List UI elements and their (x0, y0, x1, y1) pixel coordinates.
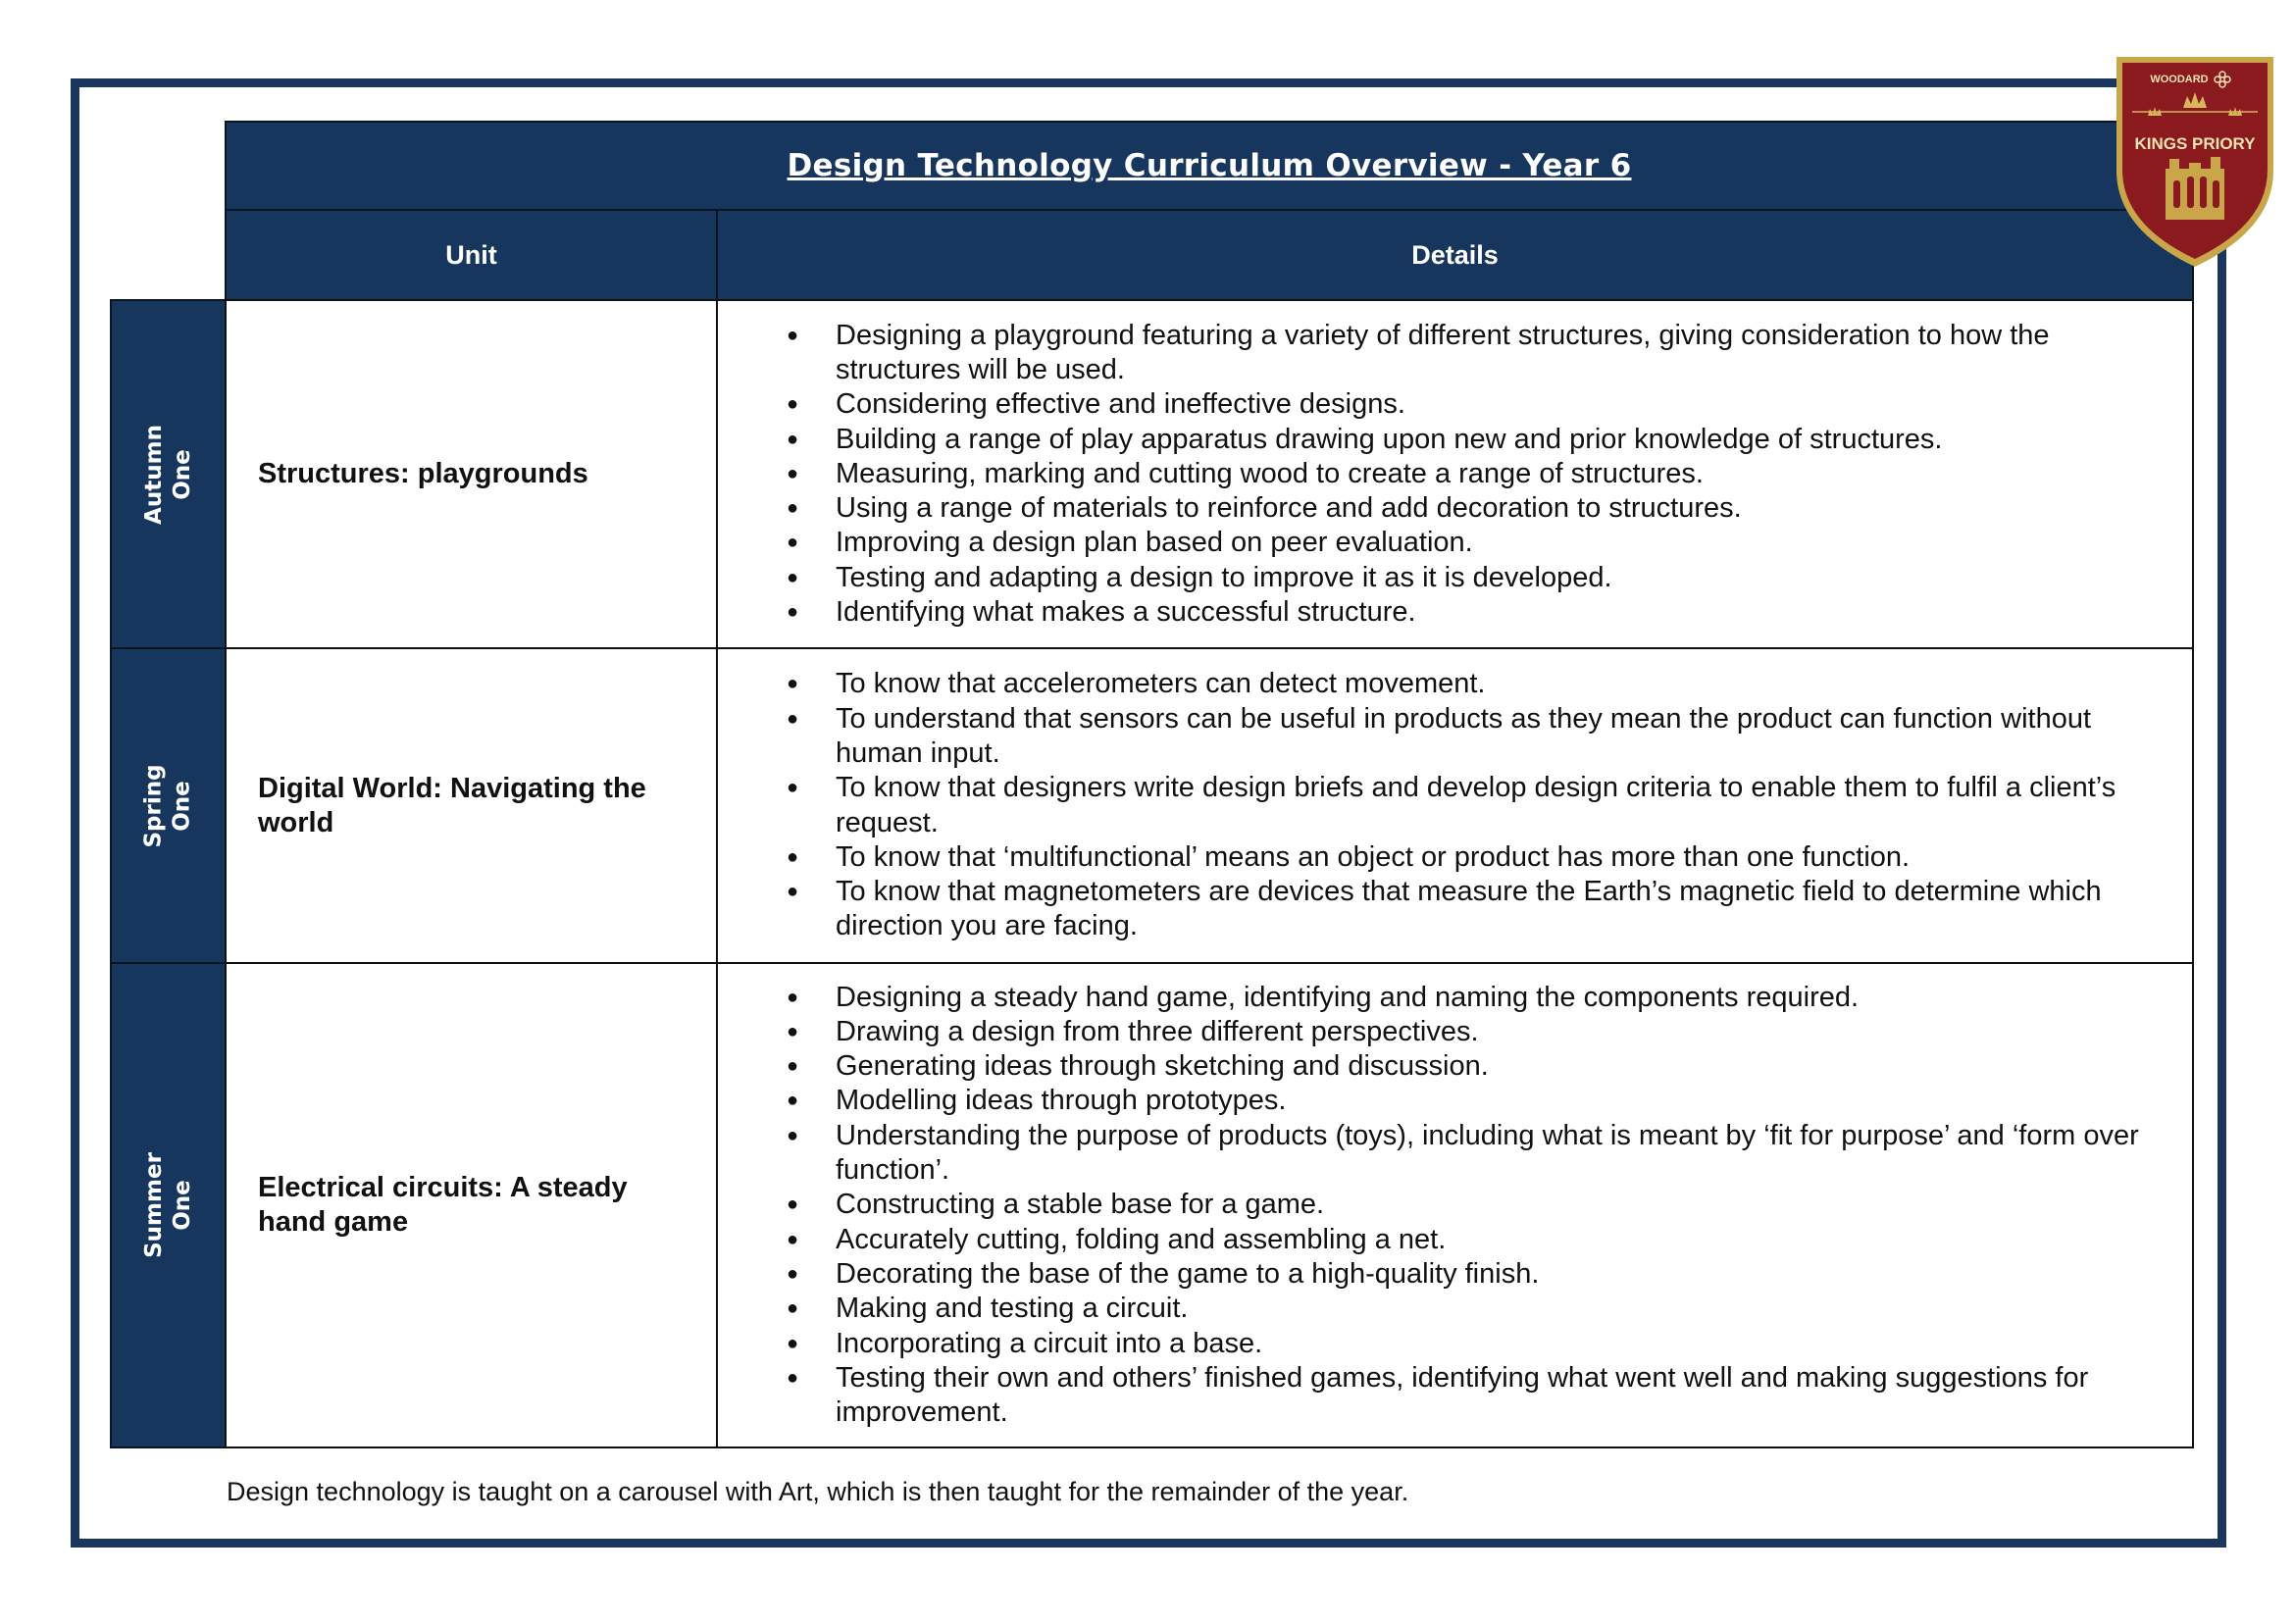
list-item: ● To know that designers write design briefs and develop design criteria to enable them to fulfil a client’s request. (787, 771, 2174, 840)
unit-name: Digital World: Navigating the world (258, 772, 646, 838)
term-cell-spring (110, 647, 227, 964)
term-cell-autumn (110, 299, 227, 649)
details-column-header: Details (716, 209, 2194, 301)
unit-cell-spring (225, 647, 718, 964)
school-crest-logo (2111, 53, 2279, 271)
unit-column-header: Unit (225, 209, 718, 301)
term-label (140, 764, 197, 847)
list-item: ● Understanding the purpose of products (toys), including what is meant by ‘fit for purpose’ and ‘form over function’. (787, 1119, 2174, 1189)
list-item: ● Incorporating a circuit into a base. (787, 1327, 2174, 1361)
list-item: ● Building a range of play apparatus drawing upon new and prior knowledge of structures. (787, 423, 2174, 457)
list-item: ● Drawing a design from three different perspectives. (787, 1015, 2174, 1049)
list-item: ● To know that magnetometers are devices that measure the Earth’s magnetic field to determine which direction you are facing. (787, 875, 2174, 944)
term-label (140, 1152, 197, 1258)
list-item: ● Using a range of materials to reinforce and add decoration to structures. (787, 491, 2174, 526)
details-cell-summer (716, 962, 2194, 1448)
term-label (139, 425, 196, 525)
footnote: Design technology is taught on a carousel with Art, which is then taught for the remainder of the year. (227, 1477, 1409, 1506)
list-item: ● Making and testing a circuit. (787, 1292, 2174, 1326)
unit-name: Structures: playgrounds (258, 458, 588, 489)
list-item: ● Improving a design plan based on peer evaluation. (787, 526, 2174, 560)
list-item: ● Accurately cutting, folding and assembling a net. (787, 1223, 2174, 1257)
list-item: ● Constructing a stable base for a game. (787, 1188, 2174, 1222)
list-item: ● To know that ‘multifunctional’ means an object or product has more than one function. (787, 840, 2174, 875)
term-label-line2: One (169, 448, 195, 500)
unit-cell-summer (225, 962, 718, 1448)
page-title: Design Technology Curriculum Overview - Year 6 (225, 121, 2194, 211)
list-item: ● Designing a steady hand game, identifying and naming the components required. (787, 981, 2174, 1015)
list-item: ● Considering effective and ineffective designs. (787, 387, 2174, 422)
list-item: ● Measuring, marking and cutting wood to create a range of structures. (787, 457, 2174, 491)
details-cell-autumn (716, 299, 2194, 649)
term-label-line2: One (169, 780, 195, 832)
list-item: ● Testing and adapting a design to improve it as it is developed. (787, 561, 2174, 595)
list-item: ● To understand that sensors can be useful in products as they mean the product can function without human input. (787, 702, 2174, 772)
term-label-line1: Summer (140, 1152, 167, 1258)
details-list (787, 981, 2174, 1431)
unit-name: Electrical circuits: A steady hand game (258, 1172, 628, 1238)
details-list (787, 319, 2174, 631)
term-cell-summer (110, 962, 227, 1448)
list-item: ● Identifying what makes a successful structure. (787, 595, 2174, 630)
list-item: ● Testing their own and others’ finished games, identifying what went well and making suggestions for improvement. (787, 1361, 2174, 1431)
list-item: ● Decorating the base of the game to a high-quality finish. (787, 1257, 2174, 1292)
list-item: ● Designing a playground featuring a variety of different structures, giving consideration to how the structures will be used. (787, 319, 2174, 388)
details-cell-spring (716, 647, 2194, 964)
term-label-line1: Autumn (140, 424, 167, 525)
term-label-line2: One (169, 1180, 195, 1231)
crest-top-text: WOODARD (2150, 74, 2209, 85)
list-item: ● Generating ideas through sketching and discussion. (787, 1049, 2174, 1084)
crest-name-text: KINGS PRIORY (2134, 134, 2256, 153)
list-item: ● Modelling ideas through prototypes. (787, 1084, 2174, 1118)
term-label-line1: Spring (140, 763, 167, 848)
details-list (787, 667, 2174, 943)
list-item: ● To know that accelerometers can detect movement. (787, 667, 2174, 701)
unit-cell-autumn (225, 299, 718, 649)
